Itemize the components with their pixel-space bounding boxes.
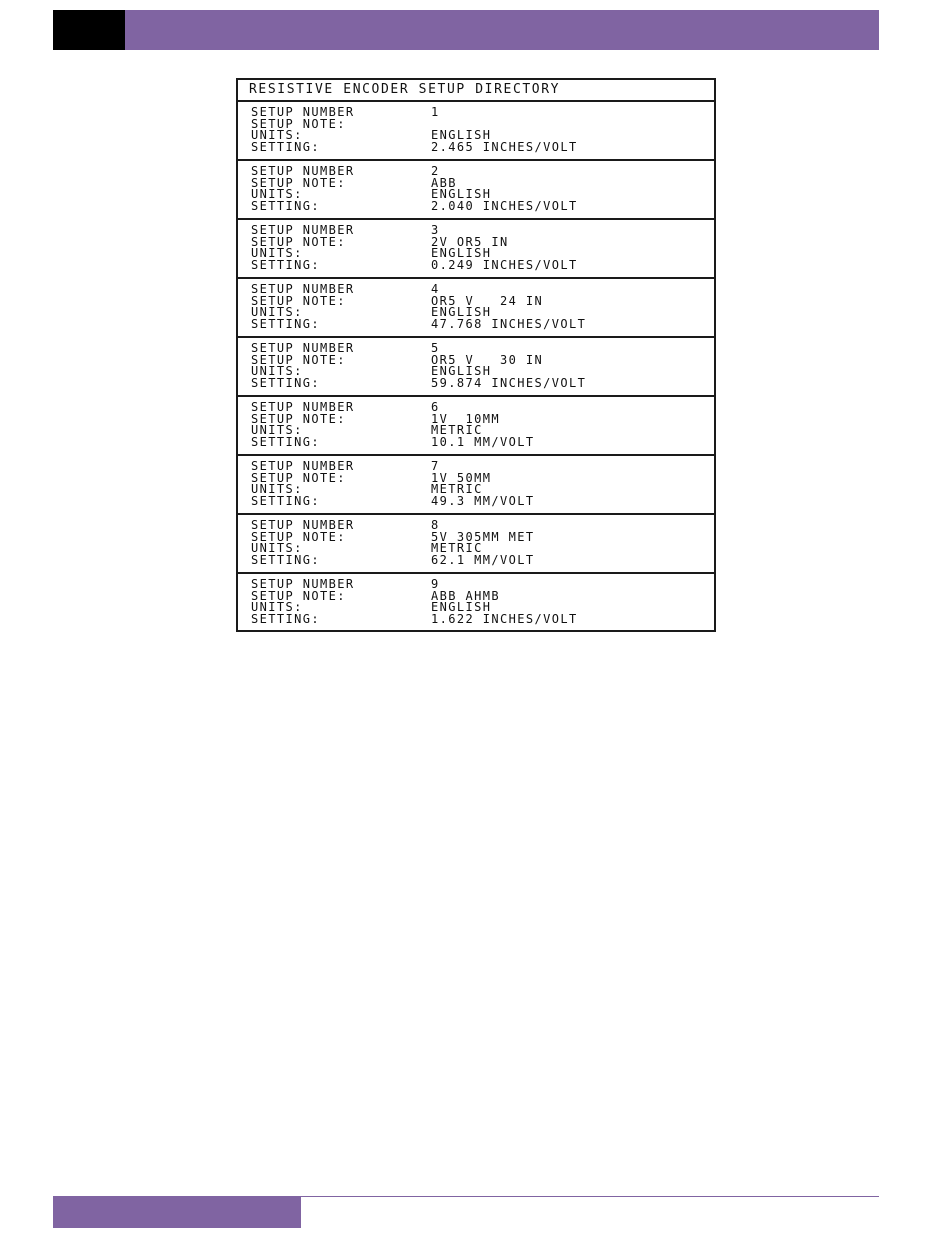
- setup-number-label: SETUP NUMBER: [251, 400, 355, 414]
- setting-label: SETTING:: [251, 493, 320, 508]
- setup-number-value: 3: [431, 223, 440, 237]
- printout-title: RESISTIVE ENCODER SETUP DIRECTORY: [238, 80, 714, 102]
- setting-value: 2.040 INCHES/VOLT: [431, 198, 578, 213]
- units-value: METRIC: [431, 541, 483, 555]
- setup-note-label: SETUP NOTE:: [251, 470, 346, 485]
- setup-number-label: SETUP NUMBER: [251, 282, 355, 296]
- setup-note-value: OR5 V 24 IN: [431, 293, 544, 308]
- setting-value: 49.3 MM/VOLT: [431, 493, 535, 508]
- units-value: ENGLISH: [431, 187, 492, 201]
- units-label: UNITS:: [251, 246, 303, 260]
- setup-entry: [238, 397, 714, 456]
- units-label: UNITS:: [251, 600, 303, 614]
- setup-note-value: ABB: [431, 175, 457, 190]
- setup-entry: [238, 574, 714, 633]
- setup-number-label: SETUP NUMBER: [251, 223, 355, 237]
- setup-note-value: 5V 305MM MET: [431, 529, 535, 544]
- setup-note-value: 2V OR5 IN: [431, 234, 509, 249]
- setting-label: SETTING:: [251, 316, 320, 331]
- setup-number-value: 1: [431, 105, 440, 119]
- setup-number-label: SETUP NUMBER: [251, 341, 355, 355]
- units-value: METRIC: [431, 482, 483, 496]
- units-value: ENGLISH: [431, 246, 492, 260]
- setup-entry: [238, 456, 714, 515]
- setup-entry: [238, 161, 714, 220]
- setting-value: 59.874 INCHES/VOLT: [431, 375, 587, 390]
- header-tab: [53, 10, 125, 50]
- header-bar: [125, 10, 879, 50]
- setting-label: SETTING:: [251, 198, 320, 213]
- setup-number-value: 6: [431, 400, 440, 414]
- setup-number-label: SETUP NUMBER: [251, 577, 355, 591]
- setup-note-label: SETUP NOTE:: [251, 293, 346, 308]
- setup-number-value: 4: [431, 282, 440, 296]
- setup-note-label: SETUP NOTE:: [251, 529, 346, 544]
- setup-number-label: SETUP NUMBER: [251, 459, 355, 473]
- setup-note-label: SETUP NOTE:: [251, 352, 346, 367]
- units-label: UNITS:: [251, 128, 303, 142]
- setting-value: 1.622 INCHES/VOLT: [431, 611, 578, 626]
- setup-directory-printout: [236, 78, 716, 632]
- setting-label: SETTING:: [251, 434, 320, 449]
- units-value: ENGLISH: [431, 600, 492, 614]
- setup-number-label: SETUP NUMBER: [251, 518, 355, 532]
- setup-entry: [238, 338, 714, 397]
- setup-number-label: SETUP NUMBER: [251, 164, 355, 178]
- footer-rule: [301, 1196, 879, 1197]
- setup-number-value: 5: [431, 341, 440, 355]
- units-value: ENGLISH: [431, 364, 492, 378]
- units-label: UNITS:: [251, 423, 303, 437]
- setup-number-value: 8: [431, 518, 440, 532]
- setting-label: SETTING:: [251, 611, 320, 626]
- setup-note-label: SETUP NOTE:: [251, 175, 346, 190]
- setup-entry: [238, 279, 714, 338]
- units-label: UNITS:: [251, 364, 303, 378]
- setting-value: 47.768 INCHES/VOLT: [431, 316, 587, 331]
- setup-entry: [238, 102, 714, 161]
- setting-label: SETTING:: [251, 375, 320, 390]
- setup-number-label: SETUP NUMBER: [251, 105, 355, 119]
- units-value: METRIC: [431, 423, 483, 437]
- setup-number-value: 2: [431, 164, 440, 178]
- setup-entry: [238, 515, 714, 574]
- setting-value: 10.1 MM/VOLT: [431, 434, 535, 449]
- units-value: ENGLISH: [431, 128, 492, 142]
- setup-number-value: 9: [431, 577, 440, 591]
- footer-block: [53, 1196, 301, 1228]
- setting-value: 62.1 MM/VOLT: [431, 552, 535, 567]
- setup-note-label: SETUP NOTE:: [251, 411, 346, 426]
- setup-entry: [238, 220, 714, 279]
- setup-note-label: SETUP NOTE:: [251, 116, 346, 131]
- setting-label: SETTING:: [251, 552, 320, 567]
- setting-label: SETTING:: [251, 139, 320, 154]
- units-label: UNITS:: [251, 541, 303, 555]
- setting-value: 0.249 INCHES/VOLT: [431, 257, 578, 272]
- setup-note-label: SETUP NOTE:: [251, 588, 346, 603]
- setting-value: 2.465 INCHES/VOLT: [431, 139, 578, 154]
- units-value: ENGLISH: [431, 305, 492, 319]
- setup-number-value: 7: [431, 459, 440, 473]
- setup-note-value: 1V 50MM: [431, 470, 492, 485]
- setup-note-value: 1V 10MM: [431, 411, 500, 426]
- setup-note-value: OR5 V 30 IN: [431, 352, 544, 367]
- setup-note-label: SETUP NOTE:: [251, 234, 346, 249]
- units-label: UNITS:: [251, 187, 303, 201]
- setting-label: SETTING:: [251, 257, 320, 272]
- units-label: UNITS:: [251, 482, 303, 496]
- units-label: UNITS:: [251, 305, 303, 319]
- setup-note-value: ABB AHMB: [431, 588, 500, 603]
